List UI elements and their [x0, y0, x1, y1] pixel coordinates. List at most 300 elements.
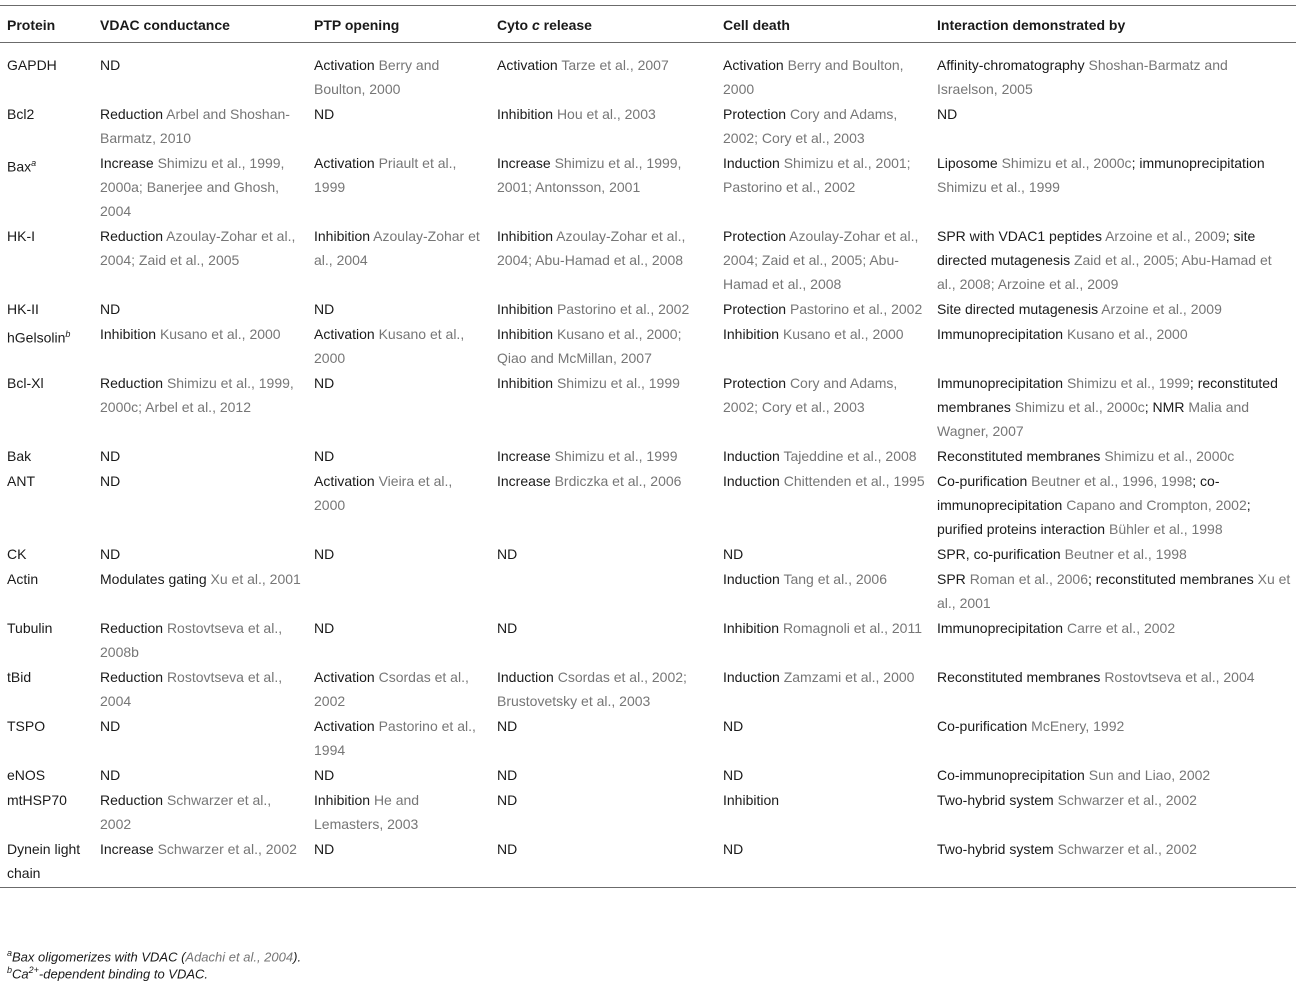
effect-text: Immunoprecipitation [937, 326, 1064, 342]
cell-death [716, 43, 930, 103]
cell-ptp [307, 322, 490, 371]
citation-ref: Pastorino et al., 2002 [556, 301, 690, 317]
effect-text: Inhibition [314, 228, 371, 244]
effect-text: Inhibition [723, 326, 780, 342]
effect-text: Two-hybrid system [937, 841, 1054, 857]
cell-ptp [307, 102, 490, 151]
citation-ref: Chittenden et al., 1995 [783, 473, 925, 489]
cell-death [716, 151, 930, 224]
cell-ptp [307, 297, 490, 322]
citation-ref: Csordas et al., 2002; Brustovetsky et al., 2003 [497, 669, 687, 709]
header-cyto-c: c [532, 17, 540, 33]
cell-cyto [490, 151, 716, 224]
effect-text: Inhibition [497, 106, 554, 122]
cell-protein [0, 322, 93, 371]
cell-death [716, 297, 930, 322]
effect-text: ; co-immunoprecipitation [937, 473, 1220, 513]
effect-text: Liposome [937, 155, 998, 171]
table-row [0, 567, 1296, 616]
cell-ptp [307, 665, 490, 714]
effect-text: ND [497, 767, 518, 783]
header-cyto-suffix: release [539, 17, 592, 33]
protein-name: Actin [7, 571, 39, 587]
citation-ref: Roman et al., 2006 [969, 571, 1088, 587]
cell-cyto [490, 322, 716, 371]
cell-ptp [307, 763, 490, 788]
footnote-a-mark: a [7, 948, 13, 958]
citation-ref: Capano and Crompton, 2002 [1066, 497, 1247, 513]
cell-vdac [93, 542, 307, 567]
effect-text: Inhibition [100, 326, 157, 342]
cell-protein [0, 43, 93, 103]
citation-ref: Berry and Boulton, 2000 [314, 57, 440, 97]
effect-text: Increase [100, 841, 154, 857]
cell-ptp [307, 542, 490, 567]
cell-protein [0, 665, 93, 714]
cell-protein [0, 616, 93, 665]
citation-ref: Schwarzer et al., 2002 [1057, 792, 1197, 808]
citation-ref: Zamzami et al., 2000 [783, 669, 915, 685]
citation-ref: Shimizu et al., 1999 [1066, 375, 1190, 391]
cell-interaction [930, 371, 1296, 444]
cell-protein [0, 224, 93, 297]
cell-cyto [490, 469, 716, 542]
effect-text: ND [100, 301, 121, 317]
protein-name: TSPO [7, 718, 46, 734]
footnote-b [7, 962, 208, 982]
effect-text: Increase [497, 155, 551, 171]
cell-ptp [307, 469, 490, 542]
citation-ref: Shimizu et al., 2000c [1001, 155, 1132, 171]
effect-text: ND [723, 718, 744, 734]
cell-interaction [930, 763, 1296, 788]
cell-interaction [930, 469, 1296, 542]
effect-text: SPR, co-purification [937, 546, 1061, 562]
cell-vdac [93, 469, 307, 542]
table-row [0, 837, 1296, 888]
effect-text: SPR with VDAC1 peptides [937, 228, 1102, 244]
effect-text: Inhibition [497, 301, 554, 317]
cell-death [716, 665, 930, 714]
cell-ptp [307, 788, 490, 837]
effect-text: Reduction [100, 620, 164, 636]
cell-interaction [930, 322, 1296, 371]
protein-name: hGelsolin [7, 329, 66, 346]
effect-text: ; reconstituted membranes [1087, 571, 1254, 587]
effect-text: Reduction [100, 792, 164, 808]
effect-text: ND [100, 473, 121, 489]
effect-text: ND [314, 301, 335, 317]
table-row [0, 788, 1296, 837]
protein-name: Tubulin [7, 620, 53, 636]
citation-ref: Azoulay-Zohar et al., 2004; Zaid et al., 2005 [100, 228, 296, 268]
effect-text: Modulates gating [100, 571, 207, 587]
header-cell-death: Cell death [716, 6, 930, 43]
cell-vdac [93, 567, 307, 616]
cell-cyto [490, 788, 716, 837]
cell-cyto [490, 616, 716, 665]
cell-interaction [930, 224, 1296, 297]
effect-text: Two-hybrid system [937, 792, 1054, 808]
citation-ref: Shimizu et al., 1999 [937, 179, 1060, 195]
citation-ref: Brdiczka et al., 2006 [554, 473, 682, 489]
effect-text: Inhibition [497, 375, 554, 391]
effect-text: ND [314, 546, 335, 562]
effect-text: ND [937, 106, 958, 122]
protein-name: Bcl2 [7, 106, 35, 122]
cell-ptp [307, 151, 490, 224]
citation-ref: Shoshan-Barmatz and Israelson, 2005 [937, 57, 1228, 97]
cell-cyto [490, 102, 716, 151]
effect-text: Inhibition [314, 792, 371, 808]
citation-ref: Kusano et al., 2000 [1066, 326, 1188, 342]
cell-vdac [93, 837, 307, 888]
effect-text: Induction [723, 669, 780, 685]
effect-text: Activation [723, 57, 784, 73]
citation-ref: Azoulay-Zohar et al., 2004; Abu-Hamad et al., 2008 [497, 228, 686, 268]
cell-ptp [307, 837, 490, 888]
citation-ref: Arbel and Shoshan-Barmatz, 2010 [100, 106, 290, 146]
effect-text: Affinity-chromatography [937, 57, 1085, 73]
citation-ref: He and Lemasters, 2003 [314, 792, 420, 832]
table-row [0, 297, 1296, 322]
citation-ref: Kusano et al., 2000 [314, 326, 465, 366]
cell-vdac [93, 665, 307, 714]
footnote-a-end: ). [293, 949, 302, 965]
cell-death [716, 616, 930, 665]
protein-name: tBid [7, 669, 32, 685]
citation-ref: Shimizu et al., 1999, 2000c; Arbel et al., 2012 [100, 375, 294, 415]
effect-text: Protection [723, 301, 787, 317]
citation-ref: Tarze et al., 2007 [561, 57, 669, 73]
effect-text: Protection [723, 106, 787, 122]
effect-text: Induction [723, 571, 780, 587]
cell-ptp [307, 371, 490, 444]
cell-cyto [490, 763, 716, 788]
citation-ref: Rostovtseva et al., 2004 [100, 669, 283, 709]
citation-ref: Shimizu et al., 1999, 2000a; Banerjee and Ghosh, 2004 [100, 155, 285, 219]
effect-text: Inhibition [497, 326, 554, 342]
effect-text: SPR [937, 571, 966, 587]
cell-interaction [930, 567, 1296, 616]
effect-text: ; purified proteins interaction [937, 497, 1251, 537]
cell-vdac [93, 151, 307, 224]
cell-cyto [490, 224, 716, 297]
vdac-interaction-table [0, 5, 1296, 888]
cell-vdac [93, 224, 307, 297]
effect-text: ND [497, 841, 518, 857]
citation-ref: Pastorino et al., 1994 [314, 718, 476, 758]
cell-cyto [490, 371, 716, 444]
effect-text: ND [497, 718, 518, 734]
citation-ref: Tang et al., 2006 [783, 571, 887, 587]
cell-cyto [490, 837, 716, 888]
cell-protein [0, 542, 93, 567]
cell-cyto [490, 542, 716, 567]
effect-text: ND [100, 546, 121, 562]
table-row [0, 616, 1296, 665]
cell-ptp [307, 714, 490, 763]
cell-interaction [930, 43, 1296, 103]
effect-text: ND [100, 448, 121, 464]
citation-ref: Shimizu et al., 2001; Pastorino et al., 2002 [723, 155, 911, 195]
citation-ref: Schwarzer et al., 2002 [100, 792, 272, 832]
cell-interaction [930, 714, 1296, 763]
cell-vdac [93, 444, 307, 469]
effect-text: Activation [314, 669, 375, 685]
effect-text: ND [314, 767, 335, 783]
cell-vdac [93, 763, 307, 788]
citation-ref: Azoulay-Zohar et al., 2004; Zaid et al., 2005; Abu-Hamad et al., 2008 [723, 228, 919, 292]
effect-text: Reconstituted membranes [937, 448, 1101, 464]
cell-interaction [930, 542, 1296, 567]
citation-ref: Beutner et al., 1996, 1998 [1031, 473, 1193, 489]
cell-interaction [930, 297, 1296, 322]
effect-text: Activation [314, 57, 375, 73]
table-row [0, 102, 1296, 151]
effect-text: ; site directed mutagenesis [937, 228, 1256, 268]
effect-text: ND [723, 767, 744, 783]
protein-name: HK-II [7, 301, 39, 317]
cell-protein [0, 444, 93, 469]
table-row [0, 665, 1296, 714]
cell-protein [0, 371, 93, 444]
citation-ref: Shimizu et al., 1999 [554, 448, 678, 464]
citation-ref: Carre et al., 2002 [1066, 620, 1176, 636]
citation-ref: McEnery, 1992 [1031, 718, 1125, 734]
cell-vdac [93, 102, 307, 151]
citation-ref: Azoulay-Zohar et al., 2004 [314, 228, 480, 268]
citation-ref: Kusano et al., 2000 [159, 326, 281, 342]
protein-name: Dynein light chain [7, 841, 81, 881]
cell-cyto [490, 567, 716, 616]
effect-text: ND [314, 375, 335, 391]
cell-protein [0, 102, 93, 151]
citation-ref: Tajeddine et al., 2008 [783, 448, 917, 464]
citation-ref: Beutner et al., 1998 [1064, 546, 1187, 562]
citation-ref: Cory and Adams, 2002; Cory et al., 2003 [723, 375, 898, 415]
effect-text: ND [723, 841, 744, 857]
table-row [0, 469, 1296, 542]
cell-interaction [930, 151, 1296, 224]
effect-text: Increase [497, 473, 551, 489]
cell-interaction [930, 616, 1296, 665]
citation-ref: Rostovtseva et al., 2004 [1104, 669, 1255, 685]
citation-ref: Malia and Wagner, 2007 [937, 399, 1250, 439]
citation-ref: Hou et al., 2003 [556, 106, 656, 122]
cell-interaction [930, 837, 1296, 888]
effect-text: Reduction [100, 669, 164, 685]
cell-death [716, 714, 930, 763]
effect-text: ND [314, 448, 335, 464]
effect-text: Reduction [100, 228, 164, 244]
protein-name: eNOS [7, 767, 46, 783]
table-row [0, 714, 1296, 763]
citation-ref: Shimizu et al., 2000c [1014, 399, 1145, 415]
cell-death [716, 837, 930, 888]
effect-text: ND [497, 546, 518, 562]
cell-death [716, 444, 930, 469]
footnote-b-mark: b [7, 965, 13, 975]
effect-text: Induction [723, 155, 780, 171]
cell-vdac [93, 371, 307, 444]
citation-ref: Romagnoli et al., 2011 [782, 620, 922, 636]
effect-text: ND [314, 106, 335, 122]
cell-protein [0, 714, 93, 763]
table-row [0, 224, 1296, 297]
citation-ref: Bühler et al., 1998 [1109, 521, 1223, 537]
citation-ref: Schwarzer et al., 2002 [157, 841, 297, 857]
protein-footnote-mark: b [65, 329, 71, 339]
header-interaction: Interaction demonstrated by [930, 6, 1296, 43]
citation-ref: Rostovtseva et al., 2008b [100, 620, 283, 660]
cell-protein [0, 763, 93, 788]
citation-ref: Arzoine et al., 2009 [1105, 228, 1226, 244]
cell-death [716, 469, 930, 542]
footnote-b-superscript: 2+ [28, 965, 39, 975]
effect-text: Induction [723, 473, 780, 489]
protein-name: CK [7, 546, 27, 562]
cell-death [716, 567, 930, 616]
citation-ref: Xu et al., 2001 [210, 571, 301, 587]
effect-text: Activation [314, 718, 375, 734]
citation-ref: Schwarzer et al., 2002 [1057, 841, 1197, 857]
header-protein: Protein [0, 6, 93, 43]
table-body [0, 43, 1296, 888]
effect-text: Reduction [100, 375, 164, 391]
citation-ref: Priault et al., 1999 [314, 155, 457, 195]
effect-text: Protection [723, 375, 787, 391]
protein-name: GAPDH [7, 57, 57, 73]
footnote-b-end: -dependent binding to VDAC. [38, 966, 209, 982]
effect-text: Activation [314, 326, 375, 342]
effect-text: Activation [314, 155, 375, 171]
header-ptp-opening: PTP opening [307, 6, 490, 43]
effect-text: ND [723, 546, 744, 562]
effect-text: Protection [723, 228, 787, 244]
citation-ref: Shimizu et al., 1999 [556, 375, 680, 391]
effect-text: Activation [314, 473, 375, 489]
header-cyto-prefix: Cyto [497, 17, 532, 33]
effect-text: ; reconstituted membranes [937, 375, 1278, 415]
cell-interaction [930, 788, 1296, 837]
cell-death [716, 102, 930, 151]
table-row [0, 542, 1296, 567]
effect-text: Immunoprecipitation [937, 620, 1064, 636]
effect-text: Activation [497, 57, 558, 73]
cell-ptp [307, 43, 490, 103]
cell-interaction [930, 665, 1296, 714]
citation-ref: Sun and Liao, 2002 [1088, 767, 1211, 783]
effect-text: Co-purification [937, 718, 1028, 734]
citation-ref: Kusano et al., 2000; Qiao and McMillan, 2007 [497, 326, 682, 366]
citation-ref: Berry and Boulton, 2000 [723, 57, 904, 97]
header-row [0, 6, 1296, 43]
cell-death [716, 371, 930, 444]
cell-cyto [490, 297, 716, 322]
effect-text: ND [497, 620, 518, 636]
table-row [0, 763, 1296, 788]
effect-text: Inhibition [497, 228, 554, 244]
cell-death [716, 542, 930, 567]
citation-ref: Vieira et al., 2000 [314, 473, 453, 513]
cell-vdac [93, 322, 307, 371]
effect-text: Co-purification [937, 473, 1028, 489]
effect-text: Reduction [100, 106, 164, 122]
citation-ref: Shimizu et al., 1999, 2001; Antonsson, 2001 [497, 155, 682, 195]
citation-ref: Shimizu et al., 2000c [1104, 448, 1235, 464]
citation-ref: Zaid et al., 2005; Abu-Hamad et al., 2008; Arzoine et al., 2009 [937, 252, 1272, 292]
footnote-b-text: Ca [12, 966, 29, 982]
table-row [0, 444, 1296, 469]
effect-text: Co-immunoprecipitation [937, 767, 1085, 783]
table-row [0, 151, 1296, 224]
citation-ref: Pastorino et al., 2002 [789, 301, 923, 317]
cell-death [716, 788, 930, 837]
protein-name: HK-I [7, 228, 35, 244]
effect-text: ND [100, 718, 121, 734]
effect-text: Induction [497, 669, 554, 685]
table-row [0, 322, 1296, 371]
cell-ptp [307, 444, 490, 469]
header-cyto-c-release [490, 6, 716, 43]
citation-ref: Xu et al., 2001 [937, 571, 1291, 611]
header-vdac-conductance: VDAC conductance [93, 6, 307, 43]
cell-ptp [307, 616, 490, 665]
protein-name: Bak [7, 448, 32, 464]
effect-text: Inhibition [723, 792, 780, 808]
table-row [0, 371, 1296, 444]
cell-ptp [307, 224, 490, 297]
cell-death [716, 763, 930, 788]
cell-vdac [93, 788, 307, 837]
cell-death [716, 322, 930, 371]
effect-text: Reconstituted membranes [937, 669, 1101, 685]
cell-cyto [490, 43, 716, 103]
cell-vdac [93, 616, 307, 665]
cell-cyto [490, 665, 716, 714]
effect-text: Increase [497, 448, 551, 464]
cell-protein [0, 297, 93, 322]
protein-name: Bcl-Xl [7, 375, 44, 391]
effect-text: ND [100, 57, 121, 73]
protein-name: mtHSP70 [7, 792, 67, 808]
cell-protein [0, 837, 93, 888]
protein-name: Bax [7, 158, 32, 175]
citation-ref: Cory and Adams, 2002; Cory et al., 2003 [723, 106, 898, 146]
effect-text: ND [314, 841, 335, 857]
effect-text: ND [497, 792, 518, 808]
effect-text: Site directed mutagenesis [937, 301, 1099, 317]
cell-cyto [490, 444, 716, 469]
citation-ref: Kusano et al., 2000 [782, 326, 904, 342]
effect-text: ; immunoprecipitation [1131, 155, 1265, 171]
cell-death [716, 224, 930, 297]
cell-cyto [490, 714, 716, 763]
effect-text: ND [314, 620, 335, 636]
cell-protein [0, 151, 93, 224]
cell-protein [0, 788, 93, 837]
effect-text: Immunoprecipitation [937, 375, 1064, 391]
table-row [0, 43, 1296, 103]
effect-text: Inhibition [723, 620, 780, 636]
citation-ref: Arzoine et al., 2009 [1101, 301, 1222, 317]
effect-text: ND [100, 767, 121, 783]
effect-text: Induction [723, 448, 780, 464]
effect-text: ; NMR [1144, 399, 1185, 415]
cell-vdac [93, 297, 307, 322]
protein-footnote-mark: a [31, 158, 37, 168]
